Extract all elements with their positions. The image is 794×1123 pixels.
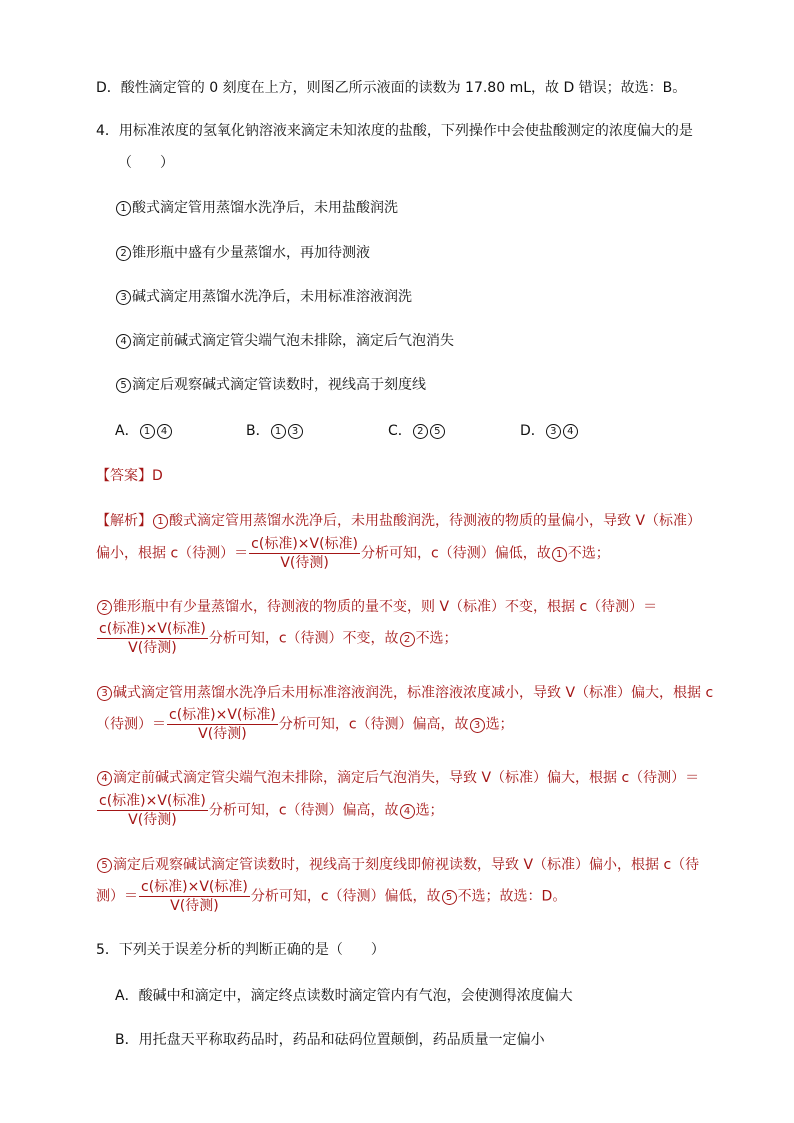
circled-number: 4 — [157, 424, 172, 439]
explain-4-line1: 4 滴定前碱式滴定管尖端气泡未排除，滴定后气泡消失，导致 V（标准）偏大，根据 c（待测）＝ — [96, 768, 699, 788]
explain-1-line1: 【解析】 1 酸式滴定管用蒸馏水洗净后，未用盐酸润洗，待测液的物质的量偏小，导致 V（标准） — [96, 513, 702, 529]
formula-fraction: $\frac{\text{c(标准)×V(标准)}}{\text{V(待测)}}$ — [169, 707, 276, 742]
q4-stem-line1: 4．用标准浓度的氢氧化钠溶液来滴定未知浓度的盐酸，下列操作中会使盐酸测定的浓度偏大的是 — [96, 123, 693, 139]
circled-number: 2 — [400, 632, 415, 647]
q4-option-d: D． 3 4 — [520, 421, 579, 441]
q5-stem: 5．下列关于误差分析的判断正确的是（ ） — [96, 942, 385, 958]
circled-number: 4 — [563, 424, 578, 439]
circled-number: 5 — [442, 890, 457, 905]
explain-2-line1: 2 锥形瓶中有少量蒸馏水，待测液的物质的量不变，则 V（标准）不变，根据 c（待测）＝ — [96, 597, 657, 617]
explain-5-line1: 5 滴定后观察碱试滴定管读数时，视线高于刻度线即俯视读数，导致 V（标准）偏小，根据 c（待 — [96, 855, 699, 875]
formula-fraction: $\frac{\text{c(标准)×V(标准)}}{\text{V(待测)}}$ — [141, 879, 248, 914]
circled-number: 3 — [116, 290, 131, 305]
q4-item-1: 1 酸式滴定管用蒸馏水洗净后，未用盐酸润洗 — [115, 198, 398, 218]
explain-4-line2: $\frac{\text{c(标准)×V(标准)}}{\text{V(待测)}}$ 分析可知，c（待测）偏高，故 4 选； — [99, 793, 444, 828]
q4-option-b: B． 1 3 — [246, 421, 304, 441]
explain-1-line2: 偏小，根据 c（待测）＝ $\frac{\text{c(标准)×V(标准)}}{\text{V(待测)}}$ 分析可知，c（待测）偏低，故 1 不选； — [96, 536, 610, 571]
formula-fraction: $\frac{\text{c(标准)×V(标准)}}{\text{V(待测)}}$ — [99, 793, 206, 828]
circled-number: 1 — [153, 514, 168, 529]
explain-3-line1: 3 碱式滴定管用蒸馏水洗净后未用标准溶液润洗，标准溶液浓度减小，导致 V（标准）偏大，根据 c — [96, 683, 713, 703]
prev-answer-line: D．酸性滴定管的 0 刻度在上方，则图乙所示液面的读数为 17.80 mL，故 D 错误；故选：B。 — [96, 80, 687, 96]
circled-number: 1 — [552, 547, 567, 562]
q4-stem-line2: （ ） — [118, 155, 174, 171]
circled-number: 1 — [140, 424, 155, 439]
explain-2-line2: $\frac{\text{c(标准)×V(标准)}}{\text{V(待测)}}$ 分析可知，c（待测）不变，故 2 不选； — [99, 621, 458, 656]
answer-value: D — [152, 468, 163, 484]
circled-number: 2 — [413, 424, 428, 439]
q4-item-2: 2 锥形瓶中盛有少量蒸馏水，再加待测液 — [115, 243, 370, 263]
circled-number: 4 — [400, 804, 415, 819]
circled-number: 5 — [430, 424, 445, 439]
q4-item-5: 5 滴定后观察碱式滴定管读数时，视线高于刻度线 — [115, 375, 426, 395]
answer-tag: 【答案】 — [96, 468, 152, 484]
explain-3-line2: （待测）＝ $\frac{\text{c(标准)×V(标准)}}{\text{V(待测)}}$ 分析可知，c（待测）偏高，故 3 选； — [96, 707, 514, 742]
circled-number: 2 — [97, 600, 112, 615]
q4-answer — [96, 466, 163, 486]
circled-number: 3 — [546, 424, 561, 439]
circled-number: 3 — [470, 718, 485, 733]
circled-number: 4 — [116, 334, 131, 349]
explain-5-line2: 测）＝ $\frac{\text{c(标准)×V(标准)}}{\text{V(待测)}}$ 分析可知，c（待测）偏低，故 5 不选；故选：D。 — [96, 879, 567, 914]
q5-option-b: B．用托盘天平称取药品时，药品和砝码位置颠倒，药品质量一定偏小 — [115, 1032, 545, 1048]
circled-number: 3 — [288, 424, 303, 439]
q4-option-a: A． 1 4 — [115, 421, 173, 441]
circled-number: 1 — [271, 424, 286, 439]
circled-number: 3 — [97, 686, 112, 701]
circled-number: 5 — [116, 378, 131, 393]
q4-option-c: C． 2 5 — [388, 421, 446, 441]
circled-number: 5 — [97, 858, 112, 873]
q5-option-a: A．酸碱中和滴定中，滴定终点读数时滴定管内有气泡，会使测得浓度偏大 — [115, 988, 573, 1004]
q4-item-4: 4 滴定前碱式滴定管尖端气泡未排除，滴定后气泡消失 — [115, 331, 454, 351]
formula-fraction: $\frac{\text{c(标准)×V(标准)}}{\text{V(待测)}}$ — [251, 536, 359, 571]
q4-item-3: 3 碱式滴定用蒸馏水洗净后，未用标准溶液润洗 — [115, 287, 412, 307]
circled-number: 4 — [97, 771, 112, 786]
circled-number: 2 — [116, 246, 131, 261]
circled-number: 1 — [116, 201, 131, 216]
analysis-tag: 【解析】 — [96, 513, 152, 529]
formula-fraction: $\frac{\text{c(标准)×V(标准)}}{\text{V(待测)}}$ — [99, 621, 206, 656]
